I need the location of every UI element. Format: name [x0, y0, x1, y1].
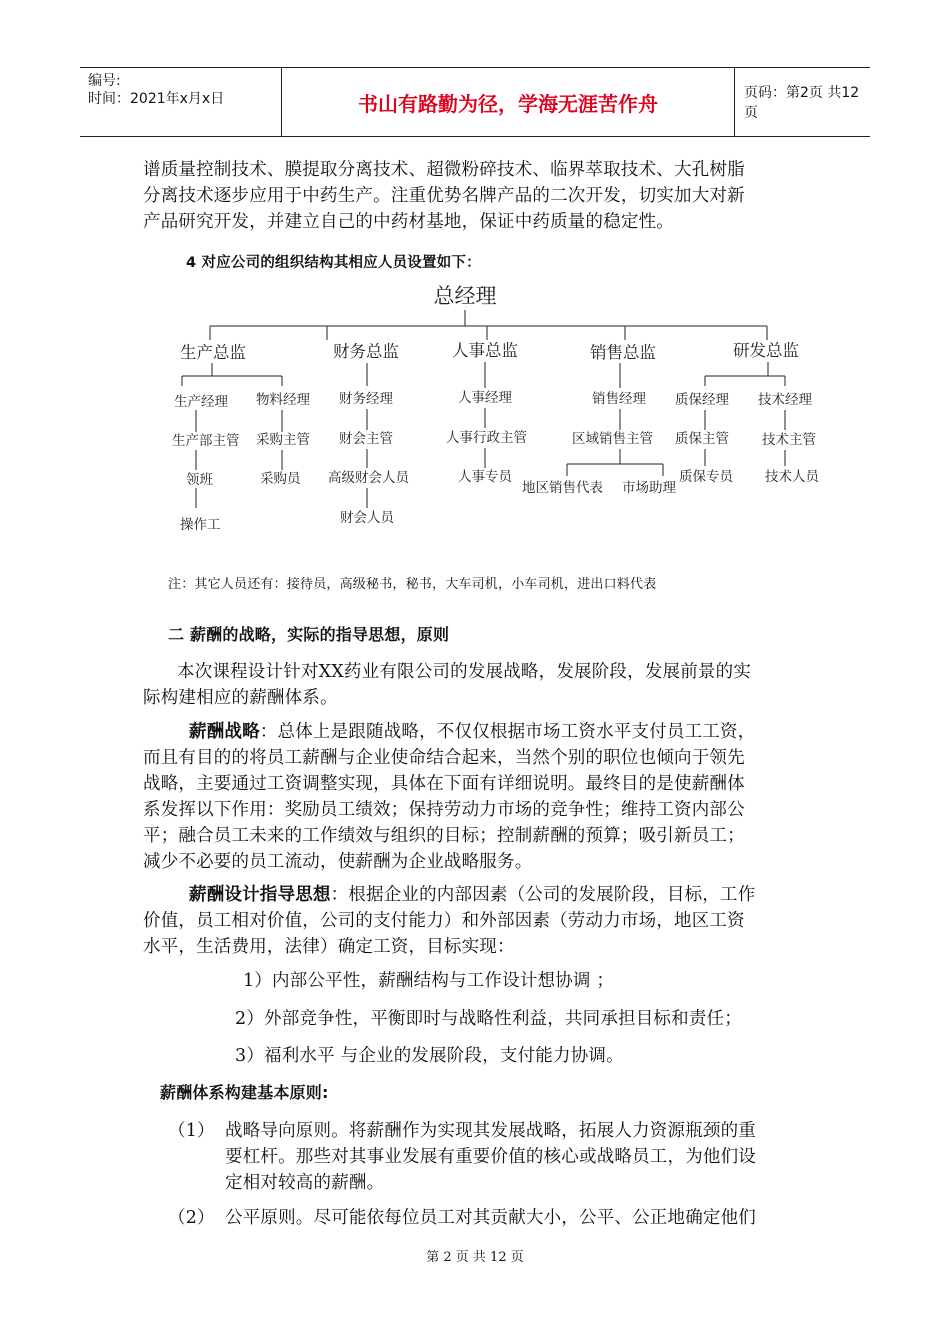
number-label: 编号:: [88, 73, 121, 89]
org-node: 质保专员: [679, 469, 733, 485]
org-node: 质保经理: [675, 392, 729, 408]
dept-head-rd: 研发总监: [733, 341, 799, 360]
org-node: 技术主管: [762, 432, 816, 448]
principle-number: （1）: [168, 1121, 215, 1141]
org-node: 领班: [186, 472, 213, 488]
text-line: 战略导向原则。将薪酬作为实现其发展战略，拓展人力资源瓶颈的重: [225, 1121, 756, 1141]
org-node: 质保主管: [675, 431, 729, 447]
dept-head-production: 生产总监: [180, 343, 246, 362]
goal-item: 1）内部公平性，薪酬结构与工作设计想协调 ；: [243, 971, 615, 991]
header-page-info: 页码：第2页 共12页: [744, 85, 860, 121]
guide-label: 薪酬设计指导思想: [189, 885, 331, 905]
goal-item: 3）福利水平 与企业的发展阶段，支付能力协调。: [235, 1046, 624, 1066]
header-motto: 书山有路勤为径，学海无涯苦作舟: [282, 68, 735, 136]
dept-head-finance: 财务总监: [333, 342, 399, 361]
org-node: 采购主管: [256, 432, 310, 448]
guide-text: ：根据企业的内部因素（公司的发展阶段，目标，工作: [330, 885, 756, 905]
text-line: [143, 882, 813, 908]
org-node: 人事经理: [458, 390, 512, 406]
header-meta: [80, 68, 282, 136]
text-line: 定相对较高的薪酬。: [225, 1173, 385, 1193]
org-node: 高级财会人员: [328, 470, 409, 486]
org-node: 市场助理: [622, 480, 676, 496]
text-line: 谱质量控制技术、膜提取分离技术、超微粉碎技术、临界萃取技术、大孔树脂: [143, 160, 745, 180]
org-node: 生产经理: [174, 394, 228, 410]
org-node: 物料经理: [256, 392, 310, 408]
org-node: 操作工: [180, 517, 221, 533]
intro-paragraph: [143, 157, 813, 235]
goal-item: 2）外部竞争性，平衡即时与战略性利益，共同承担目标和责任；: [235, 1009, 742, 1029]
text-line: 减少不必要的员工流动，使薪酬为企业战略服务。: [143, 852, 533, 872]
guide-paragraph: [143, 882, 813, 960]
org-node: 地区销售代表: [522, 480, 603, 496]
org-heading: 4 对应公司的组织结构其相应人员设置如下：: [186, 255, 481, 271]
org-node: 财会人员: [340, 510, 394, 526]
staff-note: 注：其它人员还有：接待员，高级秘书，秘书，大车司机，小车司机，进出口料代表: [168, 577, 657, 592]
principle-number: （2）: [168, 1208, 215, 1228]
text-line: 战略，主要通过工资调整实现，具体在下面有详细说明。最终目的是使薪酬体: [143, 774, 745, 794]
strategy-label: 薪酬战略: [189, 722, 260, 742]
page-header: [80, 67, 870, 137]
org-node: 人事行政主管: [446, 430, 527, 446]
text-line: 而且有目的的将员工薪酬与企业使命结合起来，当然个别的职位也倾向于领先: [143, 748, 745, 768]
org-node: 区域销售主管: [572, 431, 653, 447]
org-chart: [160, 280, 840, 540]
org-node: 财会主管: [339, 431, 393, 447]
org-node: 采购员: [260, 471, 301, 487]
strategy-text: ：总体上是跟随战略，不仅仅根据市场工资水平支付员工工资，: [259, 722, 756, 742]
text-line: 本次课程设计针对XX药业有限公司的发展战略，发展阶段，发展前景的实: [177, 662, 752, 682]
text-line: 分离技术逐步应用于中药生产。注重优势名牌产品的二次开发，切实加大对新: [143, 186, 745, 206]
text-line: 要杠杆。那些对其事业发展有重要价值的核心或战略员工，为他们设: [225, 1147, 756, 1167]
text-line: 平；融合员工未来的工作绩效与组织的目标；控制薪酬的预算；吸引新员工；: [143, 826, 745, 846]
org-node: 技术经理: [758, 392, 812, 408]
org-node: 人事专员: [458, 469, 512, 485]
principle-text: [225, 1205, 815, 1231]
principles-title: 薪酬体系构建基本原则:: [160, 1083, 329, 1102]
principle-text: [225, 1118, 815, 1196]
org-node: 技术人员: [765, 469, 819, 485]
org-node: 财务经理: [339, 391, 393, 407]
org-node: 销售经理: [592, 391, 646, 407]
text-line: 水平，生活费用，法律）确定工资，目标实现：: [143, 937, 515, 957]
dept-head-hr: 人事总监: [452, 341, 518, 360]
section-2-title: 二 薪酬的战略，实际的指导思想，原则: [168, 625, 450, 644]
section-2-intro: [143, 659, 813, 711]
text-line: [143, 719, 813, 745]
text-line: 际构建相应的薪酬体系。: [143, 688, 338, 708]
text-line: 产品研究开发，并建立自己的中药材基地，保证中药质量的稳定性。: [143, 212, 674, 232]
text-line: 公平原则。尽可能依每位员工对其贡献大小，公平、公正地确定他们: [225, 1208, 756, 1228]
text-line: 价值，员工相对价值，公司的支付能力）和外部因素（劳动力市场，地区工资: [143, 911, 745, 931]
org-node: 生产部主管: [172, 433, 240, 449]
org-root: 总经理: [433, 284, 497, 308]
page-footer: 第 2 页 共 12 页: [426, 1250, 524, 1265]
text-line: 系发挥以下作用：奖励员工绩效；保持劳动力市场的竞争性；维持工资内部公: [143, 800, 745, 820]
strategy-paragraph: [143, 719, 813, 875]
dept-head-sales: 销售总监: [590, 343, 656, 362]
time-label: 时间：2021年x月x日: [88, 91, 225, 107]
